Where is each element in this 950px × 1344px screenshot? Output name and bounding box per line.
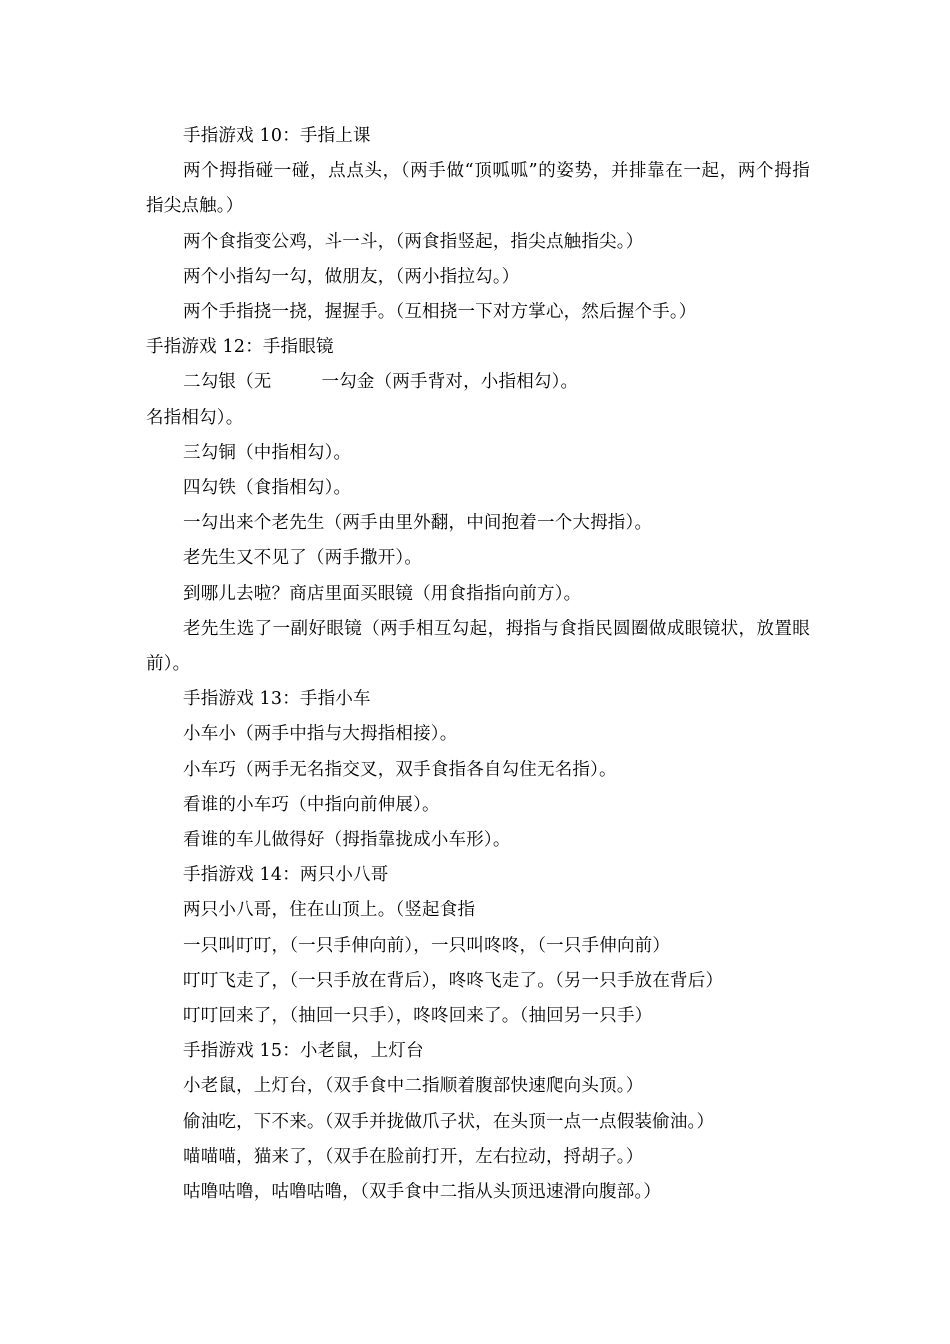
paragraph: 喵喵喵，猫来了，（双手在脸前打开，左右拉动，捋胡子。）: [183, 1146, 644, 1167]
heading-game-12: 手指游戏 12：手指眼镜: [146, 337, 334, 358]
paragraph: 两个手指挠一挠，握握手。（互相挠一下对方掌心，然后握个手。）: [183, 302, 697, 323]
paragraph: 四勾铁（食指相勾）。: [183, 478, 352, 499]
paragraph: 一勾出来个老先生（两手由里外翻，中间抱着一个大拇指）。: [183, 513, 653, 534]
heading-game-15: 手指游戏 15：小老鼠，上灯台: [183, 1041, 424, 1062]
paragraph: 一只叫叮叮，（一只手伸向前），一只叫咚咚，（一只手伸向前）: [183, 935, 671, 956]
text-fragment: 二勾银（无: [183, 372, 272, 393]
paragraph: 两个食指变公鸡，斗一斗，（两食指竖起，指尖点触指尖。）: [183, 231, 644, 252]
paragraph: [146, 365, 810, 400]
text-fragment: 一勾金（两手背对，小指相勾）。: [321, 372, 579, 393]
heading-game-14: 手指游戏 14：两只小八哥: [183, 865, 389, 886]
paragraph: 名指相勾）。: [146, 407, 244, 428]
paragraph: 咕噜咕噜，咕噜咕噜，（双手食中二指从头顶迅速滑向腹部。）: [183, 1182, 662, 1203]
paragraph: 叮叮回来了，（抽回一只手），咚咚回来了。（抽回另一只手）: [183, 1006, 653, 1027]
paragraph: 两只小八哥，住在山顶上。（竖起食指: [183, 900, 476, 921]
paragraph: 两个小指勾一勾，做朋友，（两小指拉勾。）: [183, 266, 520, 287]
heading-game-13: 手指游戏 13：手指小车: [183, 689, 371, 710]
paragraph: 看谁的小车巧（中指向前伸展）。: [183, 794, 440, 815]
paragraph: 两个拇指碰一碰，点点头，（两手做“顶呱呱”的姿势，并排靠在一起，两个拇指指尖点触。）: [146, 161, 810, 217]
paragraph: 叮叮飞走了，（一只手放在背后），咚咚飞走了。（另一只手放在背后）: [183, 970, 724, 991]
paragraph: 小车小（两手中指与大拇指相接）。: [183, 724, 458, 745]
paragraph: 到哪儿去啦？商店里面买眼镜（用食指指向前方）。: [183, 583, 582, 604]
paragraph: 偷油吃，下不来。（双手并拢做爪子状，在头顶一点一点假装偷油。）: [183, 1111, 715, 1132]
paragraph: 老先生选了一副好眼镜（两手相互勾起，拇指与食指民圆圈做成眼镜状，放置眼前）。: [146, 618, 810, 675]
heading-game-10: 手指游戏 10：手指上课: [183, 126, 371, 146]
paragraph: 小车巧（两手无名指交叉，双手食指各自勾住无名指）。: [183, 759, 617, 780]
document-body: [146, 119, 810, 1210]
paragraph: 小老鼠，上灯台，（双手食中二指顺着腹部快速爬向头顶。）: [183, 1076, 644, 1097]
paragraph: 老先生又不见了（两手撒开）。: [183, 548, 423, 569]
paragraph: 看谁的车儿做得好（拇指靠拢成小车形）。: [183, 830, 511, 851]
paragraph: 三勾铜（中指相勾）。: [183, 442, 352, 463]
